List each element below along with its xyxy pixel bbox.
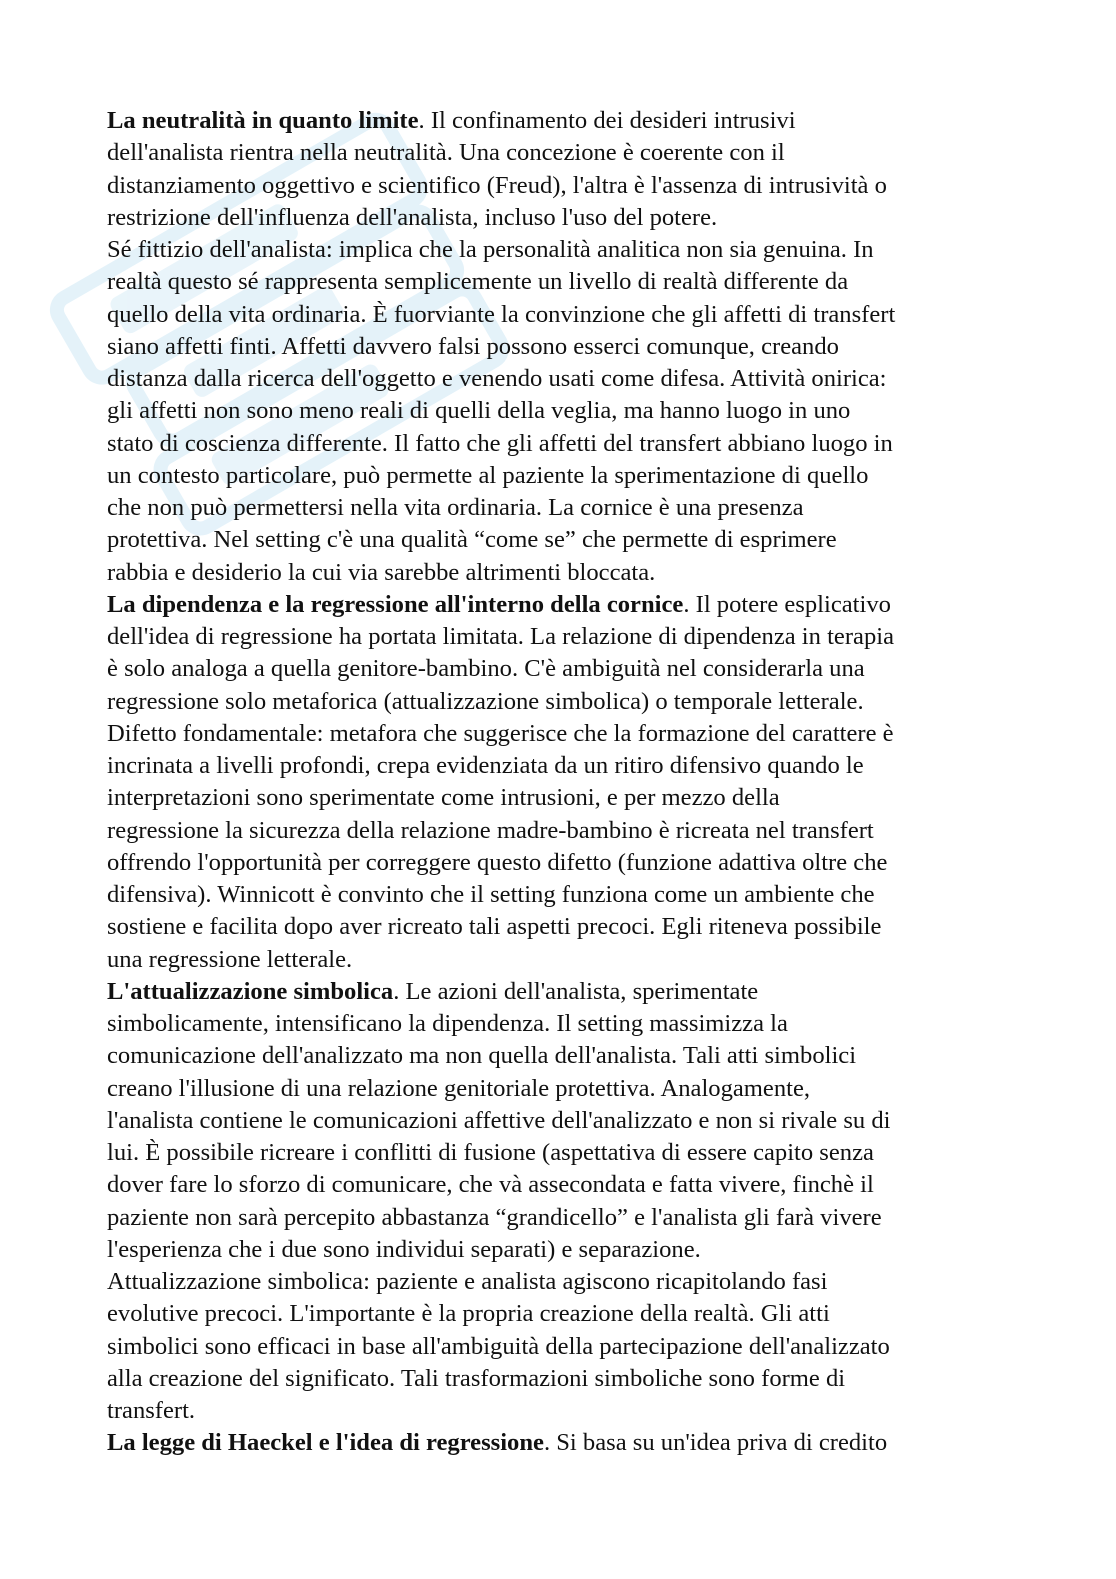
text-line: evolutive precoci. L'importante è la propria creazione della realtà. Gli atti: [107, 1300, 830, 1328]
text-line: interpretazioni sono sperimentate come intrusioni, e per mezzo della: [107, 784, 780, 812]
paragraph-attualizzazione: [107, 976, 1007, 1266]
text-line: Sé fittizio dell'analista: implica che la personalità analitica non sia genuina. In: [107, 236, 874, 263]
text-line: regressione solo metaforica (attualizzazione simbolica) o temporale letterale.: [107, 687, 864, 715]
section-heading: La dipendenza e la regressione all'interno della cornice: [107, 590, 684, 618]
text-line: stato di coscienza differente. Il fatto che gli affetti del transfert abbiano luogo in: [107, 429, 893, 457]
paragraph-attualizzazione-fasi: [107, 1266, 1007, 1427]
text-line: è solo analoga a quella genitore-bambino. C'è ambiguità nel considerarla una: [107, 655, 865, 683]
paragraph-se-fittizio: [107, 234, 1007, 589]
text-line: La dipendenza e la regressione all'interno della cornice. Il potere esplicativo: [107, 590, 891, 618]
text-line: un contesto particolare, può permette al paziente la sperimentazione di quello: [107, 461, 869, 489]
text-line: L'attualizzazione simbolica. Le azioni dell'analista, sperimentate: [107, 977, 759, 1005]
text-line: Difetto fondamentale: metafora che suggerisce che la formazione del carattere è: [107, 719, 894, 747]
paragraph-dipendenza: [107, 589, 1007, 976]
text-line: che non può permettersi nella vita ordinaria. La cornice è una presenza: [107, 494, 804, 521]
text-line: restrizione dell'influenza dell'analista, incluso l'uso del potere.: [107, 203, 718, 231]
text-line: transfert.: [107, 1397, 196, 1424]
paragraph-haeckel: [107, 1427, 1007, 1459]
text-line: dell'idea di regressione ha portata limitata. La relazione di dipendenza in terapia: [107, 623, 894, 650]
text-line: lui. È possibile ricreare i conflitti di fusione (aspettativa di essere capito senza: [107, 1139, 874, 1166]
text-line: distanza dalla ricerca dell'oggetto e venendo usati come difesa. Attività onirica:: [107, 365, 887, 392]
text-line: incrinata a livelli profondi, crepa evidenziata da un ritiro difensivo quando le: [107, 752, 864, 779]
text-line: una regressione letterale.: [107, 945, 353, 973]
text-line: comunicazione dell'analizzato ma non quella dell'analista. Tali atti simbolici: [107, 1042, 857, 1070]
text-line: simbolicamente, intensificano la dipendenza. Il setting massimizza la: [107, 1010, 788, 1037]
document-body: [107, 105, 1007, 1460]
section-heading: La neutralità in quanto limite: [107, 107, 419, 134]
text-line: creano l'illusione di una relazione genitoriale protettiva. Analogamente,: [107, 1074, 811, 1102]
text-line: siano affetti finti. Affetti davvero falsi possono esserci comunque, creando: [107, 332, 839, 360]
text-line: La legge di Haeckel e l'idea di regressione. Si basa su un'idea priva di credito: [107, 1429, 888, 1457]
text-line: realtà questo sé rappresenta semplicemente un livello di realtà differente da: [107, 268, 849, 296]
section-heading: La legge di Haeckel e l'idea di regressione: [107, 1429, 544, 1457]
text-line: alla creazione del significato. Tali trasformazioni simboliche sono forme di: [107, 1364, 846, 1392]
text-line: La neutralità in quanto limite. Il confinamento dei desideri intrusivi: [107, 107, 796, 134]
text-line: dover fare lo sforzo di comunicare, che và assecondata e fatta vivere, finchè il: [107, 1171, 874, 1199]
text-line: gli affetti non sono meno reali di quelli della veglia, ma hanno luogo in uno: [107, 397, 851, 425]
text-line: protettiva. Nel setting c'è una qualità “come se” che permette di esprimere: [107, 526, 837, 554]
text-line: l'esperienza che i due sono individui separati) e separazione.: [107, 1235, 701, 1263]
text-line: paziente non sarà percepito abbastanza “grandicello” e l'analista gli farà vivere: [107, 1203, 882, 1231]
text-line: distanziamento oggettivo e scientifico (Freud), l'altra è l'assenza di intrusività o: [107, 171, 887, 199]
text-line: difensiva). Winnicott è convinto che il setting funziona come un ambiente che: [107, 881, 875, 908]
text-line: dell'analista rientra nella neutralità. Una concezione è coerente con il: [107, 139, 785, 167]
text-line: offrendo l'opportunità per correggere questo difetto (funzione adattiva oltre che: [107, 848, 888, 876]
text-line: sostiene e facilita dopo aver ricreato tali aspetti precoci. Egli riteneva possibile: [107, 913, 882, 941]
paragraph-neutralita: [107, 105, 1007, 234]
text-line: Attualizzazione simbolica: paziente e analista agiscono ricapitolando fasi: [107, 1268, 828, 1295]
text-line: quello della vita ordinaria. È fuorviante la convinzione che gli affetti di transfert: [107, 300, 896, 328]
text-line: l'analista contiene le comunicazioni affettive dell'analizzato e non si rivale su di: [107, 1106, 891, 1134]
text-line: regressione la sicurezza della relazione madre-bambino è ricreata nel transfert: [107, 816, 874, 844]
text-line: rabbia e desiderio la cui via sarebbe altrimenti bloccata.: [107, 558, 656, 586]
text-line: simbolici sono efficaci in base all'ambiguità della partecipazione dell'analizzato: [107, 1332, 890, 1360]
section-heading: L'attualizzazione simbolica: [107, 977, 394, 1005]
